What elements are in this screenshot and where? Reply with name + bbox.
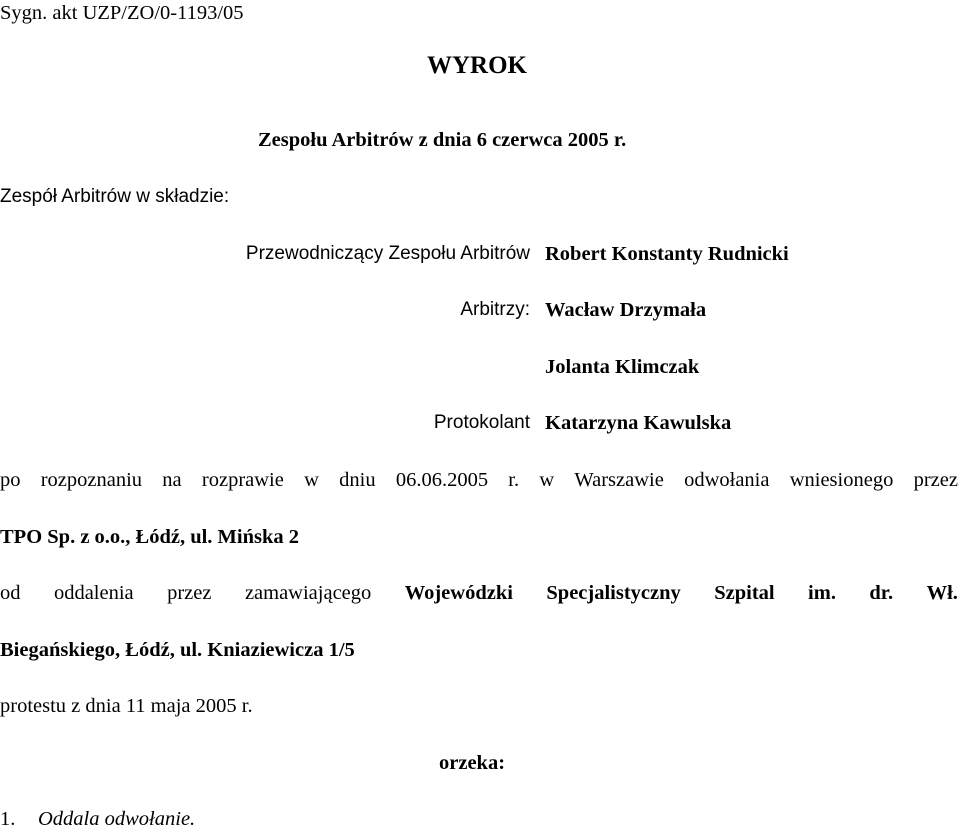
- dismissal-line: [0, 583, 958, 604]
- hearing-word: przez: [913, 469, 958, 491]
- hearing-word: dniu: [339, 469, 376, 491]
- authority-word: Szpital: [714, 582, 775, 604]
- hearing-word: w: [304, 469, 319, 491]
- hearing-word: Warszawie: [574, 469, 664, 491]
- hearing-word: rozprawie: [201, 469, 284, 491]
- dismissal-word: zamawiającego: [244, 582, 372, 604]
- arbiter-2-name: Jolanta Klimczak: [545, 356, 700, 378]
- authority-word: Wojewódzki: [404, 582, 513, 604]
- hearing-word: r.: [508, 469, 520, 491]
- chair-name: Robert Konstanty Rudnicki: [545, 243, 789, 265]
- ruling-1-number: 1.: [0, 808, 16, 830]
- protest-line: protestu z dnia 11 maja 2005 r.: [0, 695, 253, 717]
- hearing-word: odwołania: [684, 469, 770, 491]
- composition-label: Zespół Arbitrów w składzie:: [0, 186, 230, 207]
- hearing-word: wniesionego: [789, 469, 894, 491]
- hearing-word: na: [162, 469, 182, 491]
- case-signature: Sygn. akt UZP/ZO/0-1193/05: [0, 2, 244, 24]
- hearing-word: po: [0, 469, 21, 491]
- hearing-line: [0, 470, 958, 491]
- dismissal-word: oddalenia: [53, 582, 134, 604]
- appellant: TPO Sp. z o.o., Łódź, ul. Mińska 2: [0, 526, 300, 548]
- arbiter-1-name: Wacław Drzymała: [545, 299, 707, 321]
- document-subtitle: Zespołu Arbitrów z dnia 6 czerwca 2005 r.: [258, 129, 627, 151]
- ruling-1-text: Oddala odwołanie.: [38, 808, 196, 830]
- hearing-word: 06.06.2005: [395, 469, 489, 491]
- dismissal-word: przez: [167, 582, 212, 604]
- hearing-word: rozpoznaniu: [40, 469, 143, 491]
- authority-word: im.: [808, 582, 836, 604]
- arbiters-label: Arbitrzy:: [460, 299, 530, 320]
- authority-word: Wł.: [926, 582, 958, 604]
- recorder-name: Katarzyna Kawulska: [545, 412, 732, 434]
- chair-label: Przewodniczący Zespołu Arbitrów: [245, 243, 530, 264]
- authority-word: dr.: [869, 582, 894, 604]
- authority-word: Specjalistyczny: [546, 582, 681, 604]
- contracting-authority-address: Biegańskiego, Łódź, ul. Kniaziewicza 1/5: [0, 639, 355, 661]
- recorder-label: Protokolant: [433, 412, 530, 433]
- dismissal-word: od: [0, 582, 21, 604]
- document-title: WYROK: [427, 52, 527, 79]
- hearing-word: w: [539, 469, 555, 491]
- rules-heading: orzeka:: [439, 752, 506, 774]
